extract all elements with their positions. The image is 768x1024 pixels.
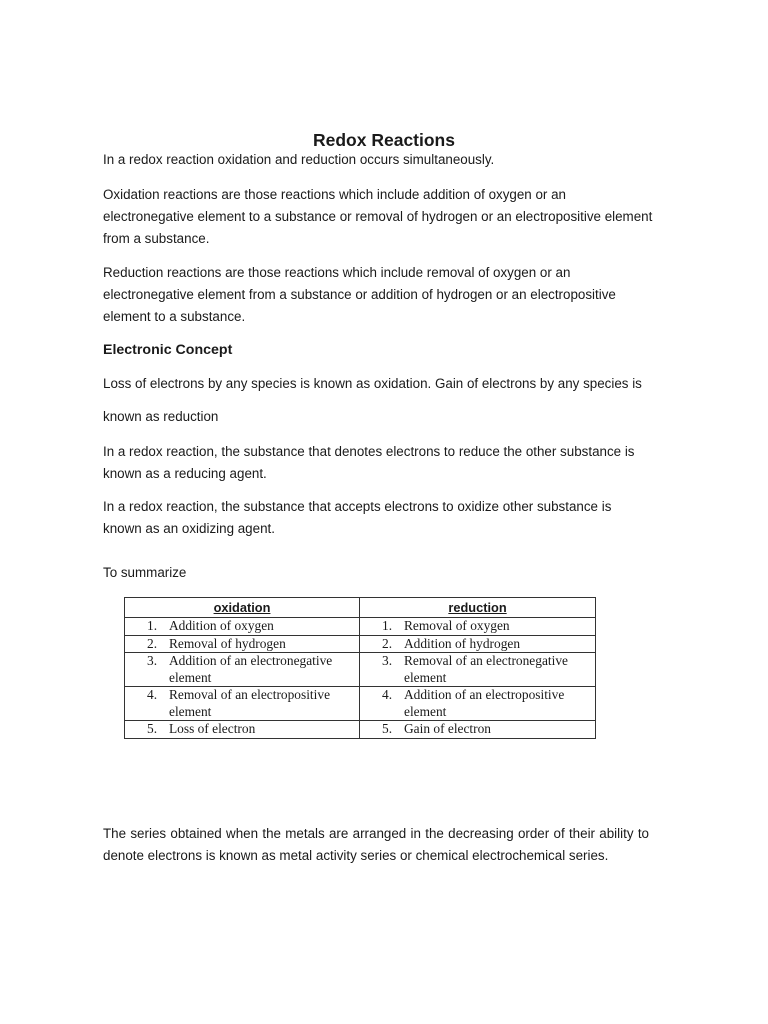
page-title: Redox Reactions [313, 130, 455, 150]
table-header-row [125, 598, 596, 618]
reduction-item: Addition of hydrogen [404, 635, 521, 651]
reducing-agent-paragraph: In a redox reaction, the substance that denotes electrons to reduce the other substance is known as a reducing agent. [103, 444, 635, 481]
intro-paragraph: In a redox reaction oxidation and reduction occurs simultaneously. [103, 152, 495, 167]
electronic-concept-line-1: Loss of electrons by any species is known as oxidation. Gain of electrons by any species is [103, 376, 642, 391]
summarize-label: To summarize [103, 565, 187, 580]
row-number: 1. [147, 618, 158, 633]
table-row [125, 721, 596, 739]
row-number: 4. [382, 687, 393, 702]
oxidizing-agent-paragraph: In a redox reaction, the substance that accepts electrons to oxidize other substance is known as an oxidizing agent. [103, 499, 612, 536]
table-row [125, 687, 596, 721]
oxidation-item: Loss of electron [169, 721, 256, 736]
reduction-item: Removal of an electronegative element [404, 653, 568, 685]
activity-series-paragraph: The series obtained when the metals are arranged in the decreasing order of their ability to denote electrons is known as metal activity series or chemical electrochemical series. [103, 826, 649, 863]
reduction-cell [360, 635, 596, 653]
electronic-concept-line-2: known as reduction [103, 409, 219, 424]
reduction-definition-paragraph: Reduction reactions are those reactions which include removal of oxygen or an electronegative element from a substance or addition of hydrogen or an electropositive element to a substance. [103, 265, 616, 324]
table-row [125, 618, 596, 636]
oxidation-definition-paragraph: Oxidation reactions are those reactions which include addition of oxygen or an electronegative element to a substance or removal of hydrogen or an electropositive element from a substance. [103, 187, 653, 246]
row-number: 2. [382, 635, 393, 651]
reduction-item: Removal of oxygen [404, 618, 510, 633]
reduction-cell [360, 653, 596, 687]
row-number: 4. [147, 687, 158, 702]
oxidation-cell [125, 653, 360, 687]
row-number: 5. [147, 721, 158, 736]
reduction-column-header: reduction [360, 598, 596, 618]
summary-table [124, 597, 596, 739]
oxidation-item: Addition of an electronegative element [169, 653, 333, 685]
oxidation-column-header: oxidation [125, 598, 360, 618]
oxidation-cell [125, 687, 360, 721]
row-number: 2. [147, 635, 158, 651]
row-number: 5. [382, 721, 393, 736]
table-row [125, 653, 596, 687]
oxidation-item: Addition of oxygen [169, 618, 274, 633]
oxidation-cell [125, 618, 360, 636]
table-row [125, 635, 596, 653]
oxidation-item: Removal of an electropositive element [169, 687, 331, 719]
oxidation-cell [125, 635, 360, 653]
electronic-concept-heading: Electronic Concept [103, 342, 233, 358]
row-number: 1. [382, 618, 393, 633]
reduction-item: Addition of an electropositive element [404, 687, 565, 719]
reduction-cell [360, 721, 596, 739]
row-number: 3. [382, 653, 393, 668]
row-number: 3. [147, 653, 158, 668]
reduction-cell [360, 618, 596, 636]
reduction-item: Gain of electron [404, 721, 491, 736]
reduction-cell [360, 687, 596, 721]
oxidation-cell [125, 721, 360, 739]
oxidation-item: Removal of hydrogen [169, 635, 286, 651]
